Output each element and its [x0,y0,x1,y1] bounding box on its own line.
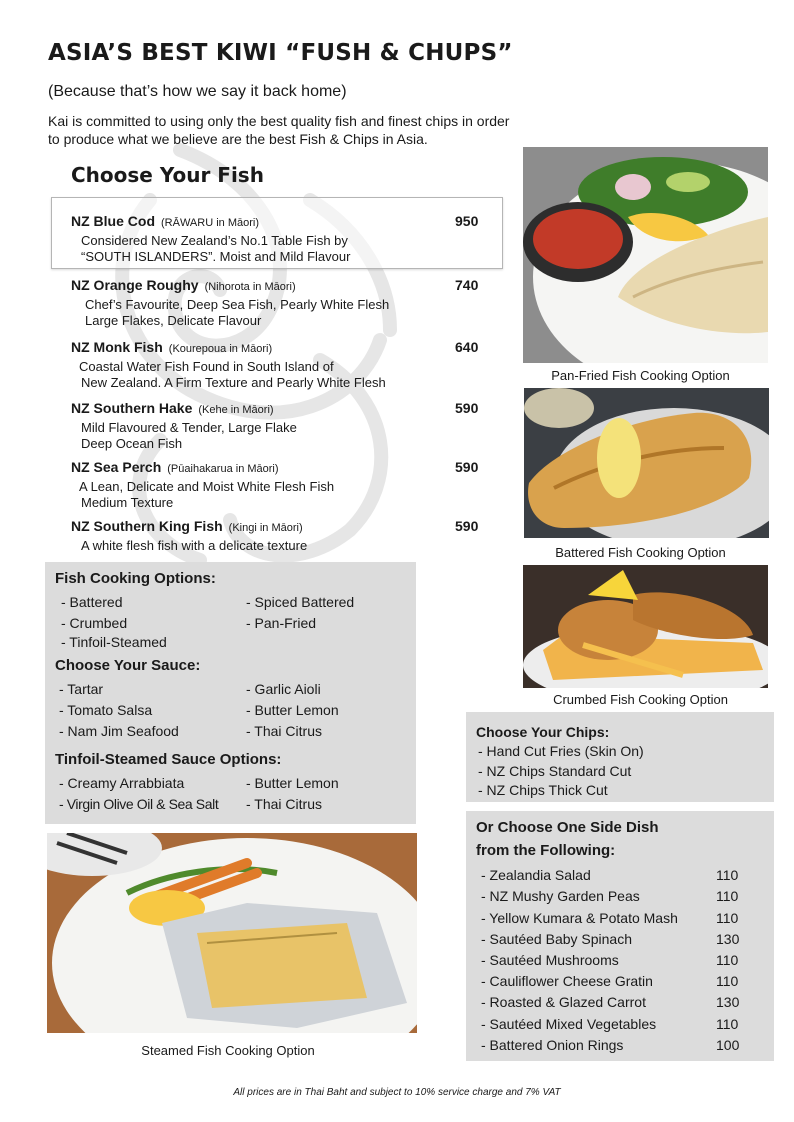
intro-text: Kai is committed to using only the best quality fish and finest chips in order to produce what we believe are the best Fish & Chips in Asia. [48,113,510,147]
side-dish-price: 130 [716,931,740,947]
fish-price: 640 [455,339,479,355]
side-dish-price: 110 [716,910,739,926]
cooking-option: - Pan-Fried [246,615,317,631]
fish-item-blue-cod [71,213,491,265]
side-dish-name: - Roasted & Glazed Carrot [481,994,646,1010]
sauce-option: - Garlic Aioli [246,681,321,697]
side-dish-name: - Zealandia Salad [481,867,591,883]
chips-option: - NZ Chips Thick Cut [478,782,608,798]
cooking-options-heading: Fish Cooking Options: [55,570,216,587]
fish-desc: A white flesh fish with a delicate texture [81,538,308,553]
fish-maori-name: (Kingi in Māori) [228,522,303,534]
side-dish-price: 110 [716,867,739,883]
cooking-option: - Tinfoil-Steamed [61,634,167,650]
sauce-option: - Tomato Salsa [59,702,153,718]
fish-desc: Coastal Water Fish Found in South Island of New Zealand. A Firm Texture and Pearly White Flesh [79,359,386,390]
side-dish-name: - NZ Mushy Garden Peas [481,888,640,904]
side-dish-name: - Sautéed Mixed Vegetables [481,1016,657,1032]
chips-option: - Hand Cut Fries (Skin On) [478,743,644,759]
tinfoil-sauce-option: - Butter Lemon [246,775,339,791]
steamed-fish-photo [47,833,417,1033]
side-dish-name: - Sautéed Mushrooms [481,952,619,968]
sauce-heading: Choose Your Sauce: [55,657,201,674]
fish-desc: A Lean, Delicate and Moist White Flesh Fish Medium Texture [79,479,335,510]
battered-fish-photo [524,388,769,538]
fish-desc: Considered New Zealand’s No.1 Table Fish by “SOUTH ISLANDERS”. Moist and Mild Flavour [81,233,351,264]
fish-name: NZ Southern Hake [71,400,193,416]
side-dish-price: 100 [716,1037,740,1053]
fish-desc: Mild Flavoured & Tender, Large Flake Deep Ocean Fish [81,420,297,451]
side-dish-heading: Or Choose One Side Dish [476,819,659,836]
side-dish-price: 110 [716,952,739,968]
side-dish-name: - Sautéed Baby Spinach [481,931,632,947]
fish-maori-name: (Kehe in Māori) [198,404,274,416]
fish-name: NZ Blue Cod [71,213,155,229]
fish-name: NZ Orange Roughy [71,277,199,293]
tinfoil-sauce-option: - Creamy Arrabbiata [59,775,185,791]
battered-caption: Battered Fish Cooking Option [555,545,726,560]
pan-fried-fish-photo [523,147,768,363]
fish-desc: Chef’s Favourite, Deep Sea Fish, Pearly White Flesh Large Flakes, Delicate Flavour [85,297,390,328]
fish-price: 590 [455,400,479,416]
fish-price: 590 [455,518,479,534]
page-title: ASIA’S BEST KIWI “FUSH & CHUPS” [48,40,513,66]
crumbed-caption: Crumbed Fish Cooking Option [553,692,728,707]
footer-note: All prices are in Thai Baht and subject to 10% service charge and 7% VAT [233,1087,561,1098]
side-dish-price: 130 [716,994,740,1010]
fish-price: 740 [455,277,479,293]
fish-maori-name: (Nihorota in Māori) [204,281,296,293]
sauce-option: - Thai Citrus [246,723,322,739]
fish-item-monk-fish [71,339,491,391]
cooking-option: - Spiced Battered [246,594,355,610]
chips-option: - NZ Chips Standard Cut [478,763,632,779]
cooking-option: - Crumbed [61,615,128,631]
fish-price: 590 [455,459,479,475]
fish-item-southern-king-fish [71,518,491,554]
fish-price: 950 [455,213,479,229]
side-dish-price: 110 [716,1016,739,1032]
side-dish-subheading: from the Following: [476,842,616,859]
side-dish-price: 110 [716,888,739,904]
tinfoil-sauce-option: - Thai Citrus [246,796,322,812]
tinfoil-sauce-option: - Virgin Olive Oil & Sea Salt [59,796,219,812]
fish-item-sea-perch [71,459,491,511]
fish-section-heading: Choose Your Fish [71,163,264,187]
side-dish-name: - Battered Onion Rings [481,1037,624,1053]
side-dish-name: - Yellow Kumara & Potato Mash [481,910,678,926]
sauce-option: - Nam Jim Seafood [59,723,179,739]
fish-name: NZ Monk Fish [71,339,163,355]
chips-heading: Choose Your Chips: [476,724,610,740]
fish-item-orange-roughy [71,277,491,329]
steamed-caption: Steamed Fish Cooking Option [141,1043,315,1058]
fish-maori-name: (Kourepoua in Māori) [168,343,273,355]
crumbed-fish-photo [523,565,768,688]
fish-maori-name: (Pūaihakarua in Māori) [167,463,279,475]
sauce-option: - Tartar [59,681,104,697]
side-dish-name: - Cauliflower Cheese Gratin [481,973,653,989]
fish-name: NZ Sea Perch [71,459,162,475]
cooking-option: - Battered [61,594,123,610]
fish-item-southern-hake [71,400,491,452]
pan-fried-caption: Pan-Fried Fish Cooking Option [551,368,730,383]
fish-maori-name: (RĀWARU in Māori) [161,217,259,229]
side-dish-price: 110 [716,973,739,989]
tinfoil-sauce-heading: Tinfoil-Steamed Sauce Options: [55,751,282,768]
fish-name: NZ Southern King Fish [71,518,223,534]
sauce-option: - Butter Lemon [246,702,339,718]
page-subtitle: (Because that’s how we say it back home) [48,83,347,100]
